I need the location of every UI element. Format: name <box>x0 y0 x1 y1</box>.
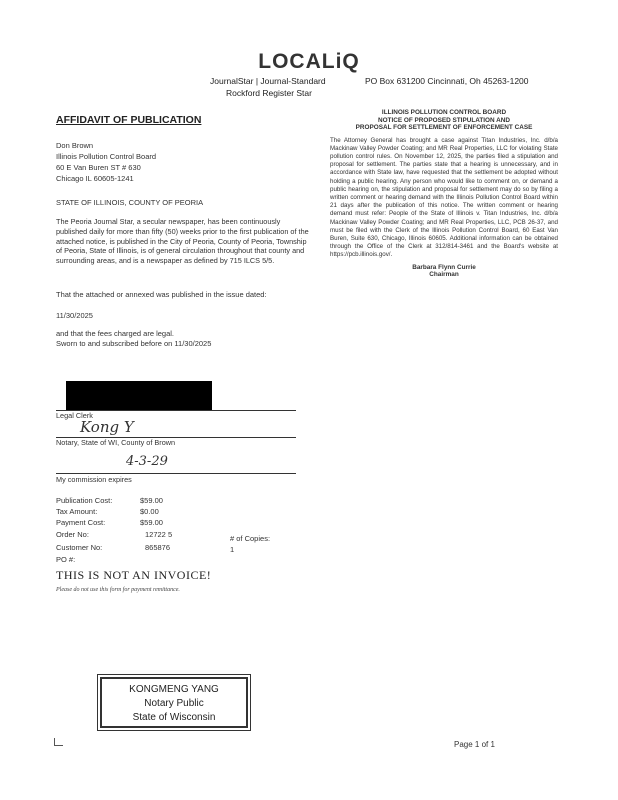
affidavit-title: AFFIDAVIT OF PUBLICATION <box>56 114 202 126</box>
notice-signer-name: Barbara Flynn Currie <box>412 263 476 271</box>
order-no-value: 12722 5 <box>145 530 173 539</box>
address-line: Illinois Pollution Control Board <box>56 152 157 161</box>
payment-cost-label: Payment Cost: <box>56 518 106 527</box>
notary-state-county: Notary, State of WI, County of Brown <box>56 438 176 447</box>
order-no-label: Order No: <box>56 530 89 539</box>
address-line: Chicago IL 60605-1241 <box>56 174 134 183</box>
issue-dated-label: That the attached or annexed was published in the issue dated: <box>56 290 267 299</box>
stamp-title: Notary Public <box>144 698 204 709</box>
issue-date: 11/30/2025 <box>56 311 93 320</box>
copies-value: 1 <box>230 545 235 554</box>
copies-label: # of Copies: <box>230 534 271 543</box>
recipient-address <box>56 140 156 184</box>
notice-heading-3: PROPOSAL FOR SETTLEMENT OF ENFORCEMENT CASE <box>355 124 533 131</box>
tax-amount-value: $0.00 <box>140 507 159 516</box>
notary-signature: Kong Y <box>80 418 134 436</box>
customer-no-value: 865876 <box>145 543 171 552</box>
page-number: Page 1 of 1 <box>454 740 495 749</box>
legal-clerk-label: Legal Clerk <box>56 411 93 420</box>
address-line: Don Brown <box>56 141 94 150</box>
publication-cost-value: $59.00 <box>140 496 163 505</box>
publications-line-2: Rockford Register Star <box>226 88 312 98</box>
customer-no-label: Customer No: <box>56 543 103 552</box>
state-county: STATE OF ILLINOIS, COUNTY OF PEORIA <box>56 198 204 207</box>
stamp-state: State of Wisconsin <box>132 712 216 723</box>
po-label: PO #: <box>56 555 76 564</box>
notice-heading-1: ILLINOIS POLLUTION CONTROL BOARD <box>381 109 507 116</box>
not-an-invoice-title: THIS IS NOT AN INVOICE! <box>56 568 212 582</box>
notice-body: The Attorney General has brought a case against Titan Industries, Inc. d/b/a Mackinaw Valley Powder Coating; and MR Real Properties, LLC for violating State pollution control rules. On November 12, 2025, the parties filed a stipulation and proposal for settlement. The parties state that a hearing is unnecessary, and in accordance with State law, have requested that the settlement be adopted without holding a public hearing. Any person who would like to comment on, or demand a public hearing on, the stipulation and proposal for settlement may do so by filing a written comment or hearing demand with the Illinois Pollution Control Board within 21 days after the publication of this notice. The written comment or hearing demand must refer: People of the State of Illinois v. Titan Industries, Inc. d/b/a Mackinaw Valley Powder Coating; and MR Real Properties, LLC, PCB 26-37, and must be filed with the Clerk of the Illinois Pollution Control Board, 60 East Van Buren, Suite 630, Chicago, Illinois 60605. Additional information can be obtained through the Office of the Clerk at 312/814-3461 and the Board's website at https://pcb.illinois.gov/. <box>330 136 558 259</box>
commission-label: My commission expires <box>56 475 132 484</box>
commission-date-handwritten: 4-3-29 <box>126 454 168 469</box>
localiq-logo: LOCALiQ <box>258 50 360 73</box>
redacted-signature <box>66 381 212 411</box>
corner-mark-icon <box>54 738 63 746</box>
notary-stamp <box>100 677 248 728</box>
fees-line: and that the fees charged are legal. <box>56 329 175 338</box>
public-notice <box>330 109 558 279</box>
payment-cost-value: $59.00 <box>140 518 163 527</box>
notice-signer-title: Chairman <box>429 271 459 279</box>
notice-heading-2: NOTICE OF PROPOSED STIPULATION AND <box>377 116 511 124</box>
po-box-address: PO Box 631200 Cincinnati, Oh 45263-1200 <box>365 76 529 86</box>
not-an-invoice-subtitle: Please do not use this form for payment remittance. <box>56 587 180 593</box>
tax-amount-label: Tax Amount: <box>56 507 98 516</box>
publications-line-1: JournalStar | Journal-Standard <box>210 76 326 86</box>
affidavit-body: The Peoria Journal Star, a secular newspaper, has been continuously published daily for more than fifty (50) weeks prior to the first publication of the attached notice, is published in the City of Peoria, County of Peoria, Township of Peoria, State of Illinois, is of general circulation throughout that county and surrounding areas, and is a newspaper as defined by 715 ILCS 5/5. <box>56 217 309 266</box>
commission-line <box>56 473 296 474</box>
address-line: 60 E Van Buren ST # 630 <box>56 163 141 172</box>
sworn-line: Sworn to and subscribed before on 11/30/2025 <box>56 339 212 348</box>
publication-cost-label: Publication Cost: <box>56 496 113 505</box>
stamp-name: KONGMENG YANG <box>129 684 219 695</box>
